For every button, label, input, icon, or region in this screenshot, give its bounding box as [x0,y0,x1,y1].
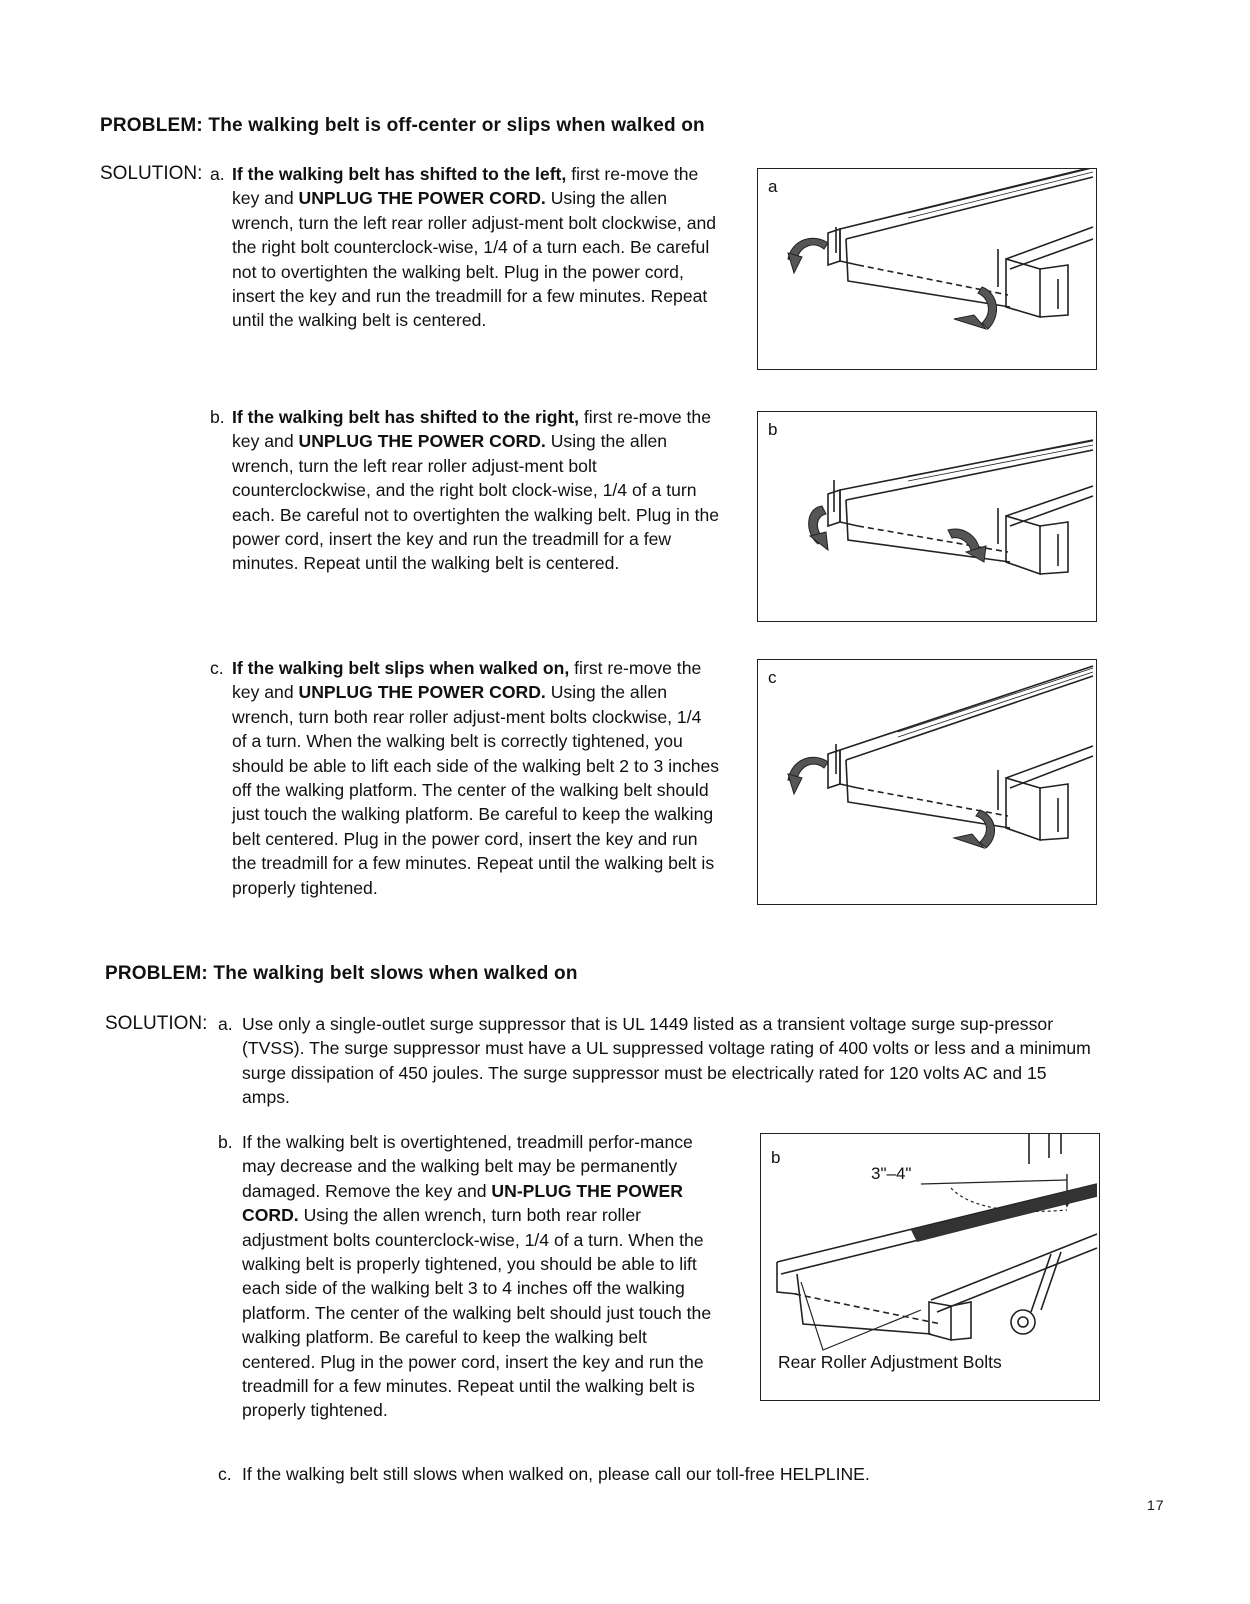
item-text: Using the allen wrench, turn the left rear roller adjust-ment bolt counterclockwise, and the right bolt clock-wise, 1/4 of a turn each. Be careful not to overtighten the walking belt. Plug in the power cord, insert the key and run the treadmill for a few minutes. Repeat until the walking belt is centered. [232,431,720,574]
problem-heading-2 [105,963,578,985]
problem-text: The walking belt slows when walked on [213,963,578,984]
page-number: 17 [1147,1497,1165,1513]
item-lead: If the walking belt has shifted to the left, [232,164,567,184]
solution-item-c [210,656,720,900]
figure-belt-tension [760,1133,1100,1401]
solution2-item-b [218,1130,716,1423]
warning-bold: UNPLUG THE POWER CORD. [298,431,546,452]
solution-item-a [210,162,720,333]
problem-text: The walking belt is off-center or slips when walked on [208,115,705,136]
item-text: first re-move the key and [232,407,712,452]
item-letter: b. [210,407,225,427]
solution2-item-a [218,1012,1098,1110]
solution-item-b [210,405,720,576]
item-letter: a. [210,164,225,184]
problem-heading-1 [100,115,705,137]
measurement-label: 3"–4" [871,1164,912,1183]
item-letter: c. [218,1464,232,1484]
solution2-item-c [218,1462,1098,1486]
item-text: first re-move the key and [232,658,702,703]
figure-label: a [768,177,778,196]
figure-b [757,411,1097,622]
item-text: If the walking belt still slows when walked on, please call our toll-free HELPLINE. [242,1464,870,1484]
solution-label-1: SOLUTION: [100,163,203,184]
item-letter: a. [218,1014,233,1034]
warning-bold: UN-PLUG THE POWER CORD. [242,1180,683,1226]
treadmill-rear-illustration [758,660,1095,903]
figure-label: b [771,1148,781,1167]
treadmill-rear-illustration [758,412,1095,620]
item-text: Using the allen wrench, turn both rear roller adjust-ment bolts clockwise, 1/4 of a turn. When the walking belt is correctly tightened, you should be able to lift each side of the walking belt 2 to 3 inches off the walking platform. The center of the walking belt should just touch the walking platform. Be careful to keep the walking belt centered. Plug in the power cord, insert the key and run the treadmill for a few minutes. Repeat until the walking belt is properly tightened. [232,682,720,898]
warning-bold: UNPLUG THE POWER CORD. [298,188,546,209]
figure-a [757,168,1097,370]
item-letter: b. [218,1132,233,1152]
item-text: first re-move the key and [232,164,699,209]
solution-label-2: SOLUTION: [105,1013,208,1034]
item-text: Using the allen wrench, turn the left rear roller adjust-ment bolt clockwise, and the right bolt counterclock-wise, 1/4 of a turn each. Be careful not to overtighten the walking belt. Plug in the power cord, insert the key and run the treadmill for a few minutes. Repeat until the walking belt is centered. [232,188,717,331]
item-lead: If the walking belt slips when walked on, [232,658,570,678]
figure-label: c [768,668,777,687]
figure-caption: Rear Roller Adjustment Bolts [778,1352,1002,1372]
figure-label: b [768,420,778,439]
item-text: If the walking belt is overtightened, treadmill perfor-mance may decrease and the walking belt may be permanently damaged. Remove the key and [242,1132,693,1201]
figure-c [757,659,1097,905]
problem-label: PROBLEM: [100,115,203,136]
treadmill-rear-illustration [758,169,1095,368]
problem-label: PROBLEM: [105,963,208,984]
item-lead: If the walking belt has shifted to the right, [232,407,580,427]
warning-bold: UNPLUG THE POWER CORD. [298,682,546,703]
item-text: Using the allen wrench, turn both rear roller adjustment bolts counterclock-wise, 1/4 of a turn. When the walking belt is properly tightened, you should be able to lift each side of the walking belt 3 to 4 inches off the walking platform. The center of the walking belt should just touch the walking platform. Be careful to keep the walking belt centered. Plug in the power cord, insert the key and run the treadmill for a few minutes. Repeat until the walking belt is properly tightened. [242,1205,712,1421]
item-letter: c. [210,658,224,678]
item-text: Use only a single-outlet surge suppressor that is UL 1449 listed as a transient voltage surge sup-pressor (TVSS). The surge suppressor must have a UL suppressed voltage rating of 400 volts or less and a minimum surge dissipation of 450 joules. The surge suppressor must be electrically rated for 120 volts AC and 15 amps. [242,1014,1091,1108]
